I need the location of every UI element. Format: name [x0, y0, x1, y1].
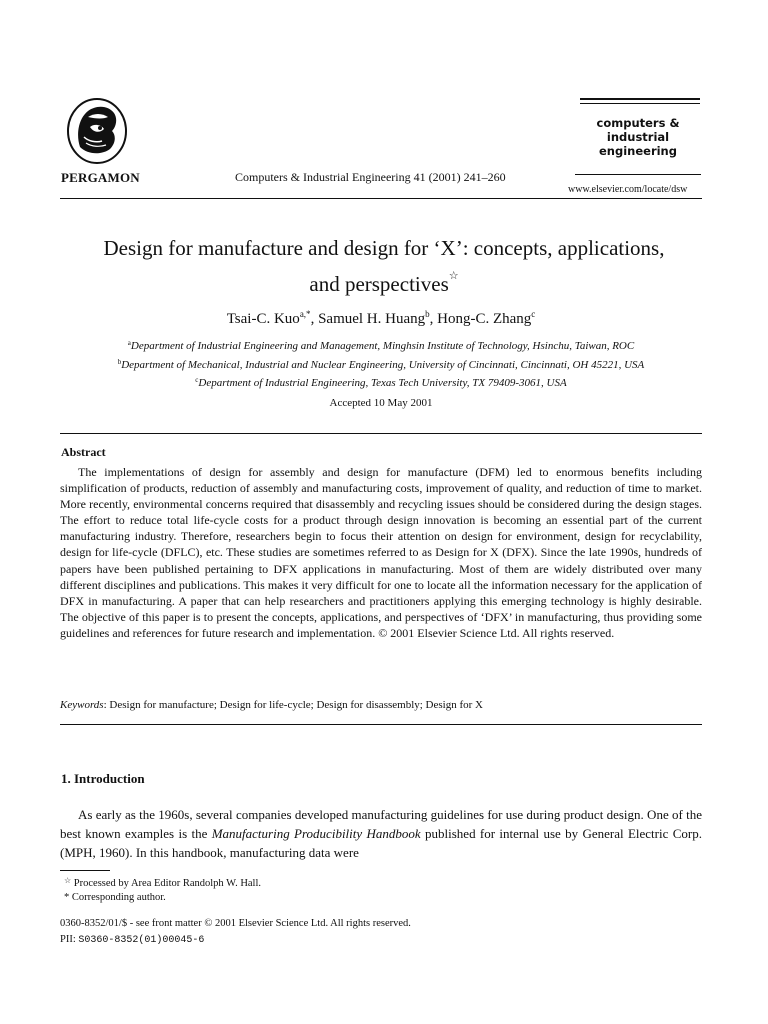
footnote-text: Corresponding author.	[69, 892, 166, 903]
author-affiliation-mark[interactable]: c	[531, 309, 536, 319]
affiliation-mark: b	[117, 357, 122, 366]
brand-line: computers &	[596, 116, 680, 130]
journal-brand	[575, 116, 701, 158]
abstract-heading: Abstract	[61, 445, 106, 459]
affiliation	[50, 355, 712, 374]
header-divider	[60, 198, 702, 199]
author-name: Samuel H. Huang	[318, 311, 426, 327]
title-line-2	[40, 262, 728, 298]
affiliation-list	[50, 336, 712, 392]
author-separator: ,	[429, 311, 438, 327]
intro-text: As early as the 1960s, several companies developed manufacturing guidelines for use during product design. One of the best known examples is the	[60, 807, 702, 841]
abstract-top-rule	[60, 433, 702, 434]
introduction-paragraph	[60, 805, 702, 862]
author-affiliation-mark[interactable]: b	[425, 309, 430, 319]
affiliation-text: Department of Mechanical, Industrial and Nuclear Engineering, University of Cincinnati, Cincinnati, OH 45221, USA	[121, 358, 645, 371]
paper-title	[40, 234, 728, 298]
pii-line	[60, 934, 204, 946]
abstract-bottom-rule	[60, 724, 702, 725]
copyright-line: 0360-8352/01/$ - see front matter © 2001 Elsevier Science Ltd. All rights reserved.	[60, 918, 411, 929]
title-line-1: Design for manufacture and design for ‘X’: concepts, applications,	[103, 236, 665, 260]
author-list	[60, 309, 702, 328]
abstract-text: The implementations of design for assembly and design for manufacture (DFM) led to enormous benefits including simplification of products, reduction of assembly and manufacturing costs, improvement of quality, and reduction of time to market. More recently, environmental concerns required that disassembly and recycling issues should be considered during the design stages. The effort to reduce total life-cycle costs for a product through design innovation is becoming an essential part of the current manufacturing industry. Therefore, researchers begin to focus their attention on design for environment, design for recyclability, design for life-cycle (DFLC), etc. These studies are sometimes referred to as Design for X (DFX). Since the late 1990s, hundreds of papers have been published pertaining to DFX applications in manufacturing. Most of them are widely distributed over many different disciplines and publications. This makes it very difficult for one to locate all the information necessary for the application of DFX in manufacturing. A paper that can help researchers and practitioners applying this emerging technology is highly desirable. The objective of this paper is to present the concepts, applications, and perspectives of ‘DFX’ in manufacturing, thus providing some guidelines and references for future research and implementation. © 2001 Elsevier Science Ltd. All rights reserved.	[60, 465, 702, 640]
brand-rule	[580, 103, 700, 104]
footnote-text: Processed by Area Editor Randolph W. Hall.	[71, 878, 262, 889]
intro-text: published for internal use by General Electric Corp. (MPH, 1960). In this handbook, manufacturing data were	[60, 826, 702, 860]
author-name: Tsai-C. Kuo	[226, 311, 300, 327]
affiliation-mark: a	[127, 339, 131, 347]
pergamon-logo	[66, 97, 128, 165]
brand-line: engineering	[599, 144, 677, 158]
brand-rule	[575, 174, 701, 175]
brand-line: industrial	[606, 130, 670, 144]
author-affiliation-mark[interactable]: a,*	[299, 309, 311, 319]
star-footnote-icon: ☆	[64, 876, 72, 885]
brand-rule	[580, 98, 700, 100]
affiliation	[50, 373, 712, 392]
asterisk-icon: *	[64, 892, 70, 903]
keywords-label: Keywords	[60, 699, 104, 711]
pii-value: S0360-8352(01)00045-6	[78, 935, 205, 946]
author-separator: ,	[310, 311, 319, 327]
author-name: Hong-C. Zhang	[437, 311, 532, 327]
section-heading-introduction: 1. Introduction	[61, 771, 145, 786]
star-footnote-icon[interactable]: ☆	[448, 270, 459, 282]
title-line-2-text: and perspectives	[309, 272, 449, 296]
intro-italic-title: Manufacturing Producibility Handbook	[211, 826, 421, 841]
affiliation-text: Department of Industrial Engineering, Texas Tech University, TX 79409-3061, USA	[198, 377, 567, 389]
journal-reference: Computers & Industrial Engineering 41 (2001) 241–260	[235, 170, 506, 184]
affiliation-text: Department of Industrial Engineering and Management, Minghsin Institute of Technology, Hsinchu, Taiwan, ROC	[130, 340, 635, 352]
affiliation	[50, 336, 712, 355]
footnote	[64, 892, 166, 903]
keywords-text: : Design for manufacture; Design for life-cycle; Design for disassembly; Design for X	[103, 699, 483, 711]
publisher-name: PERGAMON	[61, 170, 140, 185]
accepted-date: Accepted 10 May 2001	[329, 397, 433, 409]
footnote	[64, 876, 261, 889]
pii-label: PII:	[60, 934, 79, 945]
affiliation-mark: c	[195, 376, 199, 384]
journal-url[interactable]: www.elsevier.com/locate/dsw	[568, 184, 688, 195]
footnote-rule	[60, 870, 110, 871]
keywords	[60, 699, 702, 711]
